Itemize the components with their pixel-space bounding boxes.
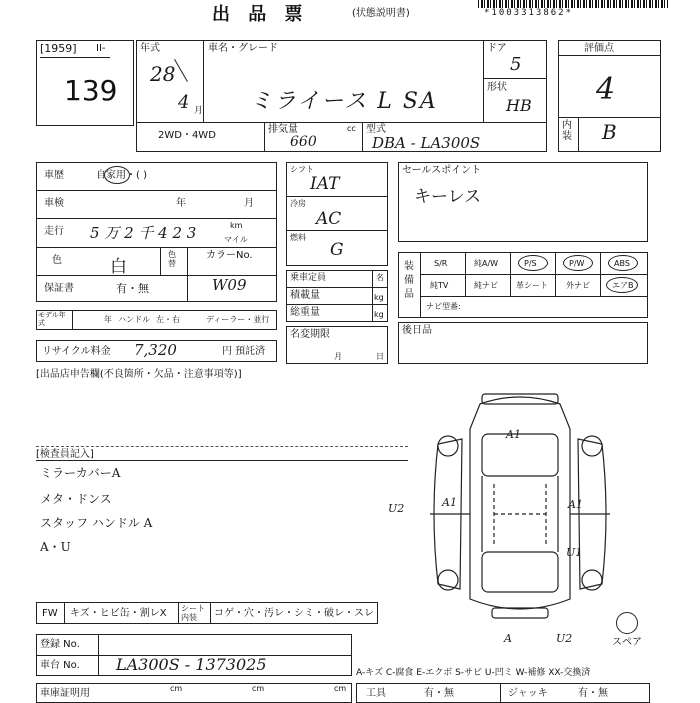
- month-unit: 月: [194, 106, 204, 116]
- model-change-label: モデル年式: [38, 311, 66, 327]
- color-change-label: 色替: [168, 250, 176, 268]
- score-label: 評価点: [584, 43, 614, 54]
- handle-label: ハンドル: [118, 315, 150, 324]
- load-unit: kg: [374, 293, 384, 302]
- inspection-label: 車検: [44, 198, 64, 209]
- sales-point-value: キーレス: [414, 187, 482, 207]
- load-label: 積載量: [290, 290, 320, 301]
- damage-mark-a1-left: A1: [442, 496, 457, 509]
- chassis-label: 車台 No.: [40, 660, 80, 671]
- later-items-label: 後日品: [402, 325, 432, 336]
- color-no-label: カラーNo.: [206, 250, 253, 261]
- chassis-value: LA300S - 1373025: [116, 655, 267, 674]
- fuel-value: G: [330, 240, 344, 260]
- equip-aw: 純A/W: [474, 259, 499, 268]
- car-damage-diagram: [410, 384, 630, 634]
- equip-abs: ABS: [614, 259, 630, 268]
- fw-label: FW: [42, 608, 58, 619]
- month-value: 4: [178, 92, 190, 113]
- inspector-line-4: A・U: [40, 540, 71, 554]
- page-subtitle: (状態説明書): [352, 8, 410, 19]
- history-label: 車歴: [44, 170, 64, 181]
- damage-mark-a1-top: A1: [506, 428, 521, 441]
- displacement-label: 排気量: [268, 124, 298, 135]
- equip-tv: 純TV: [430, 281, 449, 290]
- barcode-text: *1003313862*: [484, 8, 574, 18]
- year-label: 年式: [140, 43, 160, 54]
- equip-sr: S/R: [434, 259, 448, 268]
- inspector-line-3: スタッフ ハンドル A: [40, 516, 153, 530]
- spare-tire-icon: [616, 612, 638, 634]
- spare-label: スペア: [612, 637, 642, 648]
- warranty-value: 有・無: [116, 282, 149, 295]
- cert-cm-2: cm: [252, 684, 265, 693]
- cert-cm-3: cm: [334, 684, 347, 693]
- damage-legend: A-キズ C-腐食 E-エクボ S-サビ U-凹ミ W-補修 XX-交換済: [356, 668, 591, 678]
- damage-mark-a-bottom: A: [504, 632, 512, 645]
- warranty-label: 保証書: [44, 283, 74, 294]
- lot-year-tag: [1959]: [40, 42, 77, 55]
- inspection-month-unit: 月: [244, 198, 254, 209]
- dealer-label: ディーラー・並行: [206, 315, 270, 324]
- mileage-unit-mile: マイル: [224, 235, 248, 244]
- passengers-unit: 名: [376, 273, 384, 282]
- page-title: 出 品 票: [212, 4, 309, 25]
- equip-ext-navi: 外ナビ: [566, 281, 590, 290]
- barcode: [478, 0, 668, 8]
- damage-mark-u2-bottom: U2: [556, 632, 573, 645]
- cert-cm-1: cm: [170, 684, 183, 693]
- equip-leather: 革シート: [516, 281, 548, 290]
- color-value: 白: [110, 257, 127, 277]
- model-label: 型式: [366, 124, 386, 135]
- displacement-unit: cc: [347, 124, 356, 133]
- equipment-label: 装備品: [404, 261, 414, 300]
- seat-label: シート内装: [181, 604, 205, 622]
- option-year-unit: 年: [104, 315, 112, 324]
- tools-label: 工具: [366, 688, 386, 699]
- inspector-line-2: メタ・ドンス: [40, 492, 112, 506]
- shift-value: IAT: [310, 174, 340, 194]
- aircon-value: AC: [316, 209, 342, 229]
- color-label: 色: [52, 255, 62, 266]
- shape-label: 形状: [487, 82, 507, 93]
- later-items-box: [398, 322, 648, 364]
- shift-label: シフト: [290, 165, 314, 174]
- interior-value: B: [602, 120, 617, 144]
- inspector-line-1: ミラーカバーA: [40, 466, 121, 480]
- equip-navi: 純ナビ: [474, 281, 498, 290]
- damage-mark-u2-left: U2: [388, 502, 405, 515]
- equip-airbag-circle: [606, 277, 638, 293]
- damage-mark-u1-right: U1: [566, 546, 583, 559]
- recycle-value: 7,320: [134, 341, 177, 359]
- jack-value: 有・無: [578, 688, 608, 699]
- tools-value: 有・無: [424, 688, 454, 699]
- door-label: ドア: [487, 43, 507, 54]
- seller-notes-label: [出品店申告欄(不良箇所・欠品・注意事項等)]: [36, 369, 242, 380]
- fuel-label: 燃料: [290, 233, 306, 242]
- interior-label: 内装: [562, 120, 572, 142]
- lot-number: 139: [64, 74, 118, 107]
- mileage-value: 5 万 2 千 4 2 3: [90, 224, 197, 242]
- handle-value: 左・右: [156, 315, 180, 324]
- history-value: 自家用・( ): [96, 170, 147, 181]
- mileage-unit-km: km: [230, 221, 243, 230]
- equip-ps-circle: [518, 255, 548, 271]
- jack-label: ジャッキ: [508, 688, 548, 699]
- color-no-value: W09: [212, 276, 247, 294]
- equip-abs-circle: [608, 255, 638, 271]
- year-value: 28: [150, 62, 176, 86]
- fw-items: キズ・ヒビ缶・割レX: [70, 608, 167, 619]
- lot-year-tag-suffix: II-: [96, 43, 106, 54]
- navi-model-label: ナビ型番:: [426, 302, 461, 311]
- passengers-label: 乗車定員: [290, 273, 327, 283]
- displacement-value: 660: [290, 134, 317, 150]
- seat-items: コゲ・穴・汚レ・シミ・破レ・スレ: [214, 608, 374, 619]
- cert-label: 車庫証明用: [40, 688, 90, 699]
- door-value: 5: [510, 54, 522, 75]
- inspector-label: [検査員記入]: [36, 449, 94, 460]
- equip-airbag: エアB: [612, 281, 634, 290]
- equip-pw-circle: [563, 255, 593, 271]
- equip-ps: P/S: [524, 259, 537, 268]
- gross-label: 総重量: [290, 307, 320, 318]
- damage-mark-a1-right: A1: [568, 498, 583, 511]
- registration-expiry-day: 日: [376, 352, 384, 361]
- equip-pw: P/W: [569, 259, 585, 268]
- model-value: DBA - LA300S: [372, 134, 481, 152]
- drive-label: 2WD・4WD: [158, 130, 216, 141]
- score-value: 4: [596, 72, 616, 107]
- registration-expiry-month: 月: [334, 352, 342, 361]
- registration-expiry-label: 名変期限: [290, 329, 330, 340]
- name-label: 車名・グレード: [208, 43, 278, 54]
- gross-unit: kg: [374, 310, 384, 319]
- inspection-year-unit: 年: [176, 198, 186, 209]
- history-circle: [104, 166, 130, 184]
- name-value: ミライース L SA: [250, 89, 438, 114]
- sales-point-label: セールスポイント: [402, 165, 482, 176]
- recycle-unit: 円 預託済: [222, 346, 266, 357]
- recycle-label: リサイクル料金: [42, 346, 111, 357]
- shape-value: HB: [506, 96, 532, 115]
- aircon-label: 冷房: [290, 199, 306, 208]
- reg-no-label: 登録 No.: [40, 639, 80, 650]
- mileage-label: 走行: [44, 226, 64, 237]
